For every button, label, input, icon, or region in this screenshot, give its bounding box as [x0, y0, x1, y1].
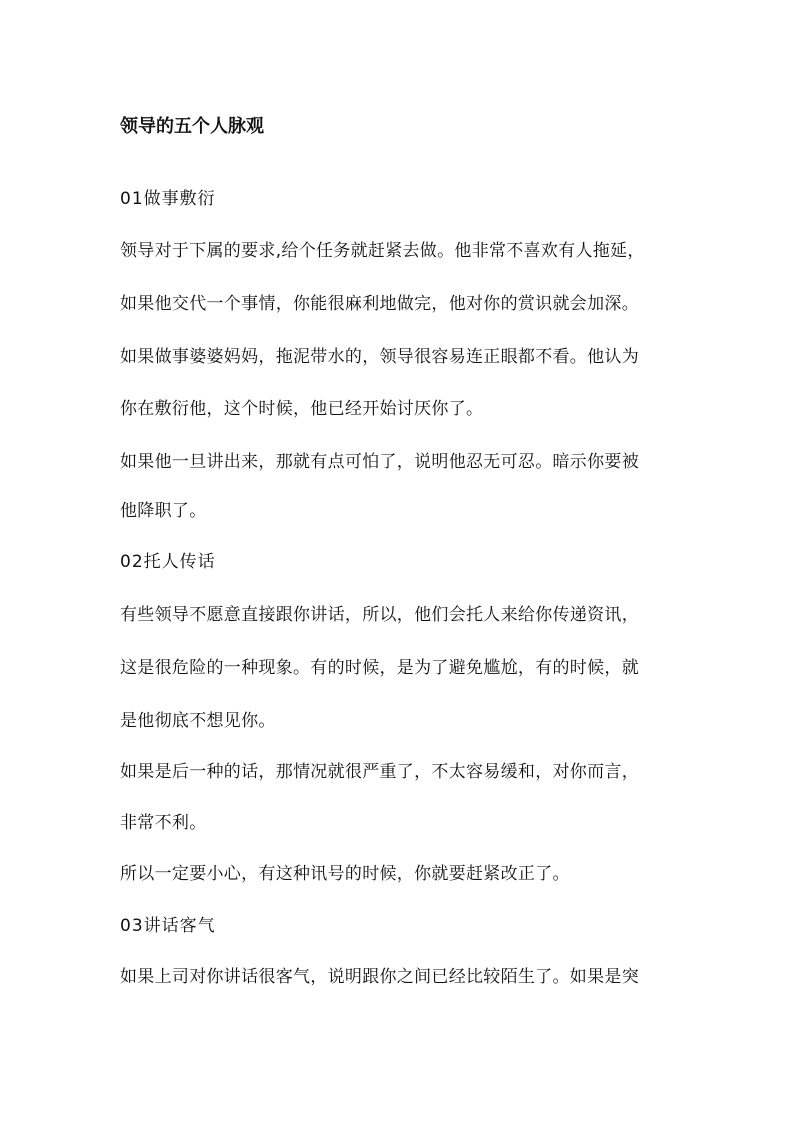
paragraph-line: 如果上司对你讲话很客气，说明跟你之间已经比较陌生了。如果是突 [120, 967, 639, 987]
paragraph-line: 如果做事婆婆妈妈，拖泥带水的，领导很容易连正眼都不看。他认为 [120, 347, 639, 367]
paragraph-line: 所以一定要小心，有这种讯号的时候，你就要赶紧改正了。 [120, 864, 570, 884]
paragraph-line: 有些领导不愿意直接跟你讲话，所以，他们会托人来给你传递资讯， [120, 605, 639, 625]
section-heading-01: 01做事敷衍 [120, 189, 216, 209]
section-heading-02: 02托人传话 [120, 552, 216, 572]
paragraph-line: 如果他交代一个事情，你能很麻利地做完，他对你的赏识就会加深。 [120, 294, 639, 314]
section-heading-03: 03讲话客气 [120, 916, 216, 936]
paragraph-line: 你在敷衍他，这个时候，他已经开始讨厌你了。 [120, 399, 484, 419]
document-title: 领导的五个人脉观 [120, 116, 264, 137]
paragraph-line: 领导对于下属的要求,给个任务就赶紧去做。他非常不喜欢有人拖延， [120, 241, 645, 261]
paragraph-line: 如果他一旦讲出来，那就有点可怕了，说明他忍无可忍。暗示你要被 [120, 452, 639, 472]
paragraph-line: 这是很危险的一种现象。有的时候，是为了避免尴尬，有的时候，就 [120, 658, 639, 678]
paragraph-line: 他降职了。 [120, 501, 207, 521]
paragraph-line: 是他彻底不想见你。 [120, 711, 276, 731]
paragraph-line: 如果是后一种的话，那情况就很严重了，不太容易缓和，对你而言， [120, 762, 639, 782]
paragraph-line: 非常不利。 [120, 813, 207, 833]
